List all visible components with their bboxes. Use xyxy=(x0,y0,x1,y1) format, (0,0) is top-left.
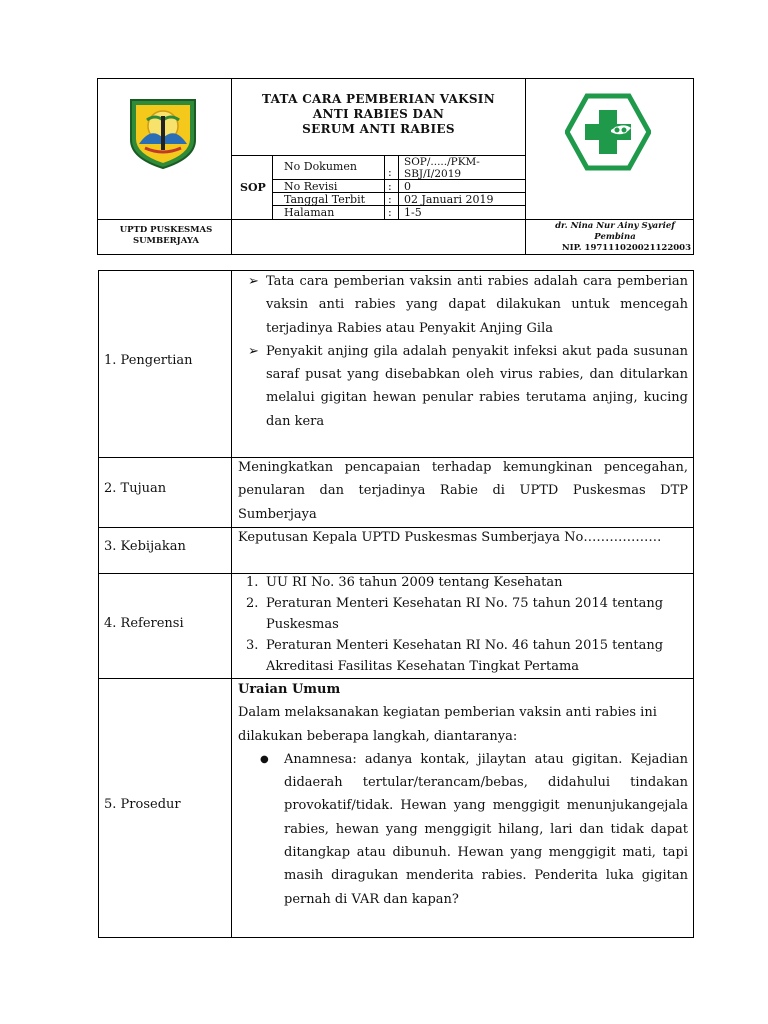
signer-nip: NIP. 197111020021122003 xyxy=(561,243,691,253)
field-sep: : xyxy=(388,180,392,193)
arrow-bullet-icon: ➢ xyxy=(248,343,259,359)
sop-label: SOP xyxy=(240,181,266,194)
field-label-no-revisi: No Revisi xyxy=(284,180,338,193)
prosedur-heading: Uraian Umum xyxy=(238,682,341,697)
section-label-pengertian: 1. Pengertian xyxy=(104,353,193,368)
prosedur-intro: Dalam melaksanakan kegiatan pemberian vaksin anti rabies ini dilakukan beberapa langkah, diantaranya: xyxy=(238,705,657,744)
signer-name: dr. Nina Nur Ainy Syarief xyxy=(555,221,675,231)
section-label-kebijakan: 3. Kebijakan xyxy=(104,539,186,554)
field-sep: : xyxy=(388,166,392,179)
organization-name: UPTD PUSKESMAS SUMBERJAYA xyxy=(119,225,213,246)
tujuan-content: Meningkatkan pencapaian terhadap kemungkinan pencegahan, penularan dan terjadinya Rabie di UPTD Puskesmas DTP Sumberjaya xyxy=(238,460,688,522)
document-title: TATA CARA PEMBERIAN VAKSIN ANTI RABIES DAN SERUM ANTI RABIES xyxy=(262,92,495,136)
dot-bullet-icon: ● xyxy=(260,753,269,765)
kebijakan-content: Keputusan Kepala UPTD Puskesmas Sumberjaya No……………… xyxy=(238,530,662,545)
signer-block xyxy=(527,221,691,254)
field-value-halaman: 1-5 xyxy=(404,206,422,219)
signer-rank: Pembina xyxy=(594,232,636,242)
section-label-referensi: 4. Referensi xyxy=(104,616,184,631)
referensi-content xyxy=(238,572,688,677)
field-value-no-dokumen: SOP/...../PKM-SBJ/I/2019 xyxy=(404,156,480,180)
arrow-bullet-icon: ➢ xyxy=(248,274,259,289)
section-label-prosedur: 5. Prosedur xyxy=(104,797,181,812)
puskesmas-cross-icon xyxy=(565,92,651,172)
field-sep: : xyxy=(388,206,392,219)
list-item: 1. UU RI No. 36 tahun 2009 tentang Kesehatan xyxy=(246,575,563,590)
list-item: ➢ Penyakit anjing gila adalah penyakit infeksi akut pada susunan saraf pusat yang disebabkan oleh virus rabies, dan ditularkan melalui gigitan hewan penular rabies terutama anjing, kucing dan kera xyxy=(238,340,688,433)
list-item: 3. Peraturan Menteri Kesehatan RI No. 46 tahun 2015 tentang Akreditasi Fasilitas Kesehatan Tingkat Pertama xyxy=(246,638,664,674)
field-value-no-revisi: 0 xyxy=(404,180,411,193)
list-item: ● Anamnesa: adanya kontak, jilaytan atau gigitan. Kejadian didaerah tertular/terancam/bebas, didahului tindakan provokatif/tidak. Hewan yang menggigit menunjukangejala rabies, hewan yang menggigit hilang, lari dan tidak dapat ditangkap atau dibunuh. Hewan yang menggigit mati, tapi masih diragukan menderita rabies. Penderita luka gigitan pernah di VAR dan kapan? xyxy=(238,748,688,911)
pengertian-content xyxy=(238,270,688,433)
list-item: 2. Peraturan Menteri Kesehatan RI No. 75 tahun 2014 tentang Puskesmas xyxy=(246,596,664,632)
field-label-tanggal-terbit: Tanggal Terbit xyxy=(284,193,366,206)
field-label-halaman: Halaman xyxy=(284,206,335,219)
regency-emblem-icon xyxy=(125,96,201,170)
list-item: ➢ Tata cara pemberian vaksin anti rabies adalah cara pemberian vaksin anti rabies yang dapat dilakukan untuk mencegah terjadinya Rabies atau Penyakit Anjing Gila xyxy=(238,270,688,340)
field-value-tanggal-terbit: 02 Januari 2019 xyxy=(404,193,494,206)
field-label-no-dokumen: No Dokumen xyxy=(284,160,357,173)
field-sep: : xyxy=(388,193,392,206)
section-label-tujuan: 2. Tujuan xyxy=(104,481,167,496)
prosedur-content xyxy=(238,678,688,911)
